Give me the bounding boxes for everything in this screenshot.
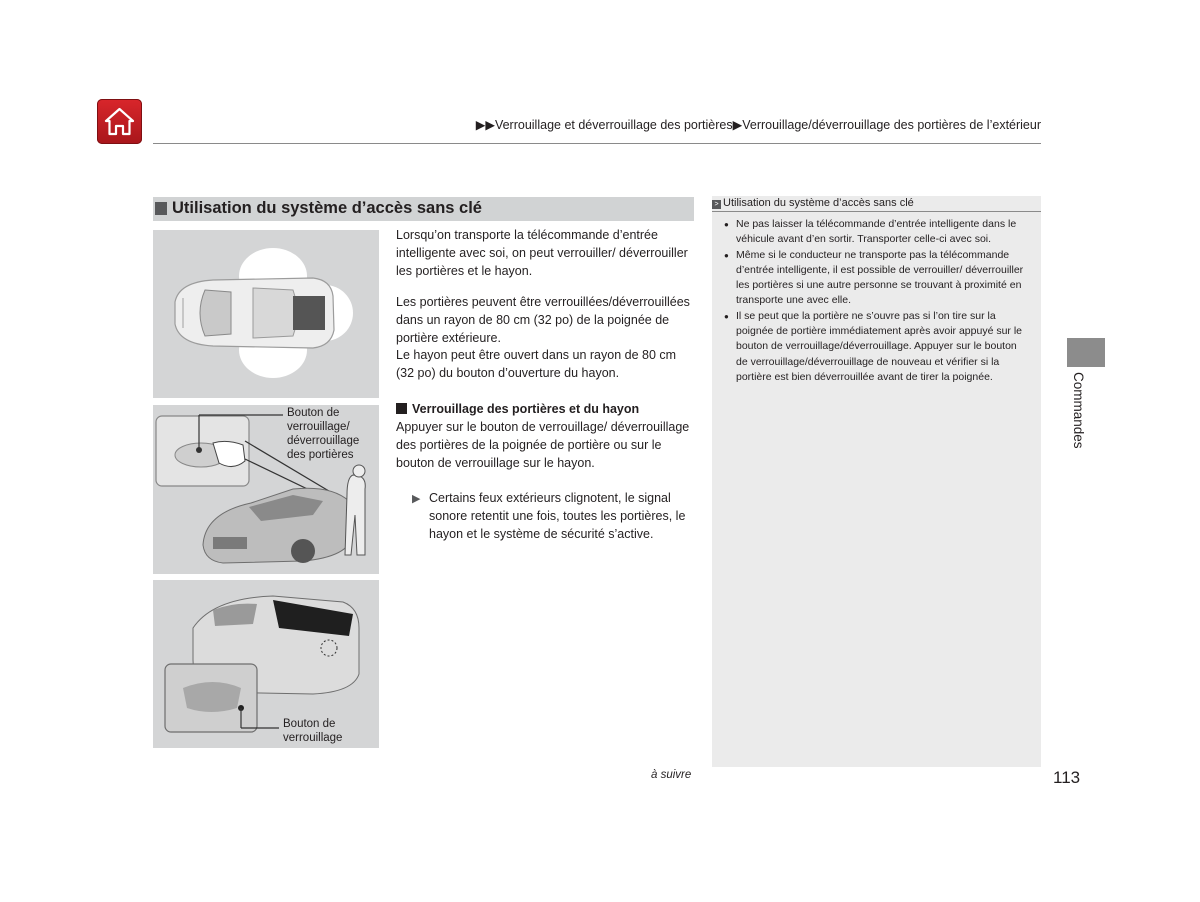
paragraph-door-range: Les portières peuvent être verrouillées/déverrouillées dans un rayon de 80 cm (32 po) de la poignée de portière extérieure. (396, 295, 690, 345)
home-button[interactable] (97, 99, 142, 144)
side-note-panel (712, 196, 1041, 767)
figure-trunk-button (153, 580, 379, 748)
side-note-title: > Utilisation du système d’accès sans clé (712, 196, 1041, 212)
side-note-list (724, 217, 1029, 385)
header-divider (153, 143, 1041, 144)
side-note-item: ● Il se peut que la portière ne s’ouvre pas si l’on tire sur la poignée de portière immédiatement après avoir appuyé sur le bouton de verrouillage/déverrouillage. Appuyer sur le bouton de verrouillage/déverrouillage de nouveau et vérifier si la portière est bien déverrouillée avant de tirer la poignée. (724, 309, 1029, 385)
home-icon (103, 105, 136, 138)
continued-label: à suivre (651, 769, 692, 781)
breadcrumb-arrow-icon: ▶▶ (475, 118, 495, 132)
breadcrumb-link-2[interactable]: Verrouillage/déverrouillage des portières de l’extérieur (742, 118, 1041, 132)
side-note-item: ● Même si le conducteur ne transporte pas la télécommande d’entrée intelligente, il est possible de verrouiller/ déverrouiller les portières si une autre personne se trouvant à proximité en transporte une avec elle. (724, 248, 1029, 309)
subheading-square-icon (396, 403, 407, 414)
callout-door-button: Bouton de verrouillage/ déverrouillage des portières (287, 407, 360, 461)
car-rear-illustration (153, 580, 379, 748)
section-square-icon (155, 202, 167, 215)
chapter-tab[interactable] (1067, 338, 1105, 367)
figure-range-zones (153, 230, 379, 398)
paragraph-hatch-range: Le hayon peut être ouvert dans un rayon de 80 cm (32 po) du bouton d’ouverture du hayon. (396, 348, 677, 380)
paragraph-intro: Lorsqu’on transporte la télécommande d’entrée intelligente avec soi, on peut verrouiller/ déverrouiller les portières et le hayon. (396, 228, 688, 278)
note-reference-icon: > (712, 200, 721, 209)
car-top-view-illustration (153, 230, 379, 398)
callout-trunk-button: Bouton de verrouillage (283, 718, 343, 744)
breadcrumb-arrow-icon: ▶ (732, 118, 743, 132)
result-arrow-icon: ▶ (412, 493, 421, 505)
chapter-tab-label: Commandes (1071, 372, 1086, 449)
section-heading (153, 197, 694, 221)
page-number: 113 (1053, 768, 1081, 787)
section-title: Utilisation du système d’accès sans clé (172, 199, 482, 217)
subheading: Verrouillage des portières et du hayon (396, 402, 639, 416)
breadcrumb (415, 117, 1041, 132)
paragraph-locking: Appuyer sur le bouton de verrouillage/ déverrouillage des portières de la poignée de portière ou sur le bouton de verrouillage sur le hayon. (396, 420, 690, 470)
breadcrumb-link-1[interactable]: Verrouillage et déverrouillage des portières (494, 118, 733, 132)
side-note-item: ● Ne pas laisser la télécommande d’entrée intelligente dans le véhicule avant d’en sortir. Transporter celle-ci avec soi. (724, 217, 1029, 248)
